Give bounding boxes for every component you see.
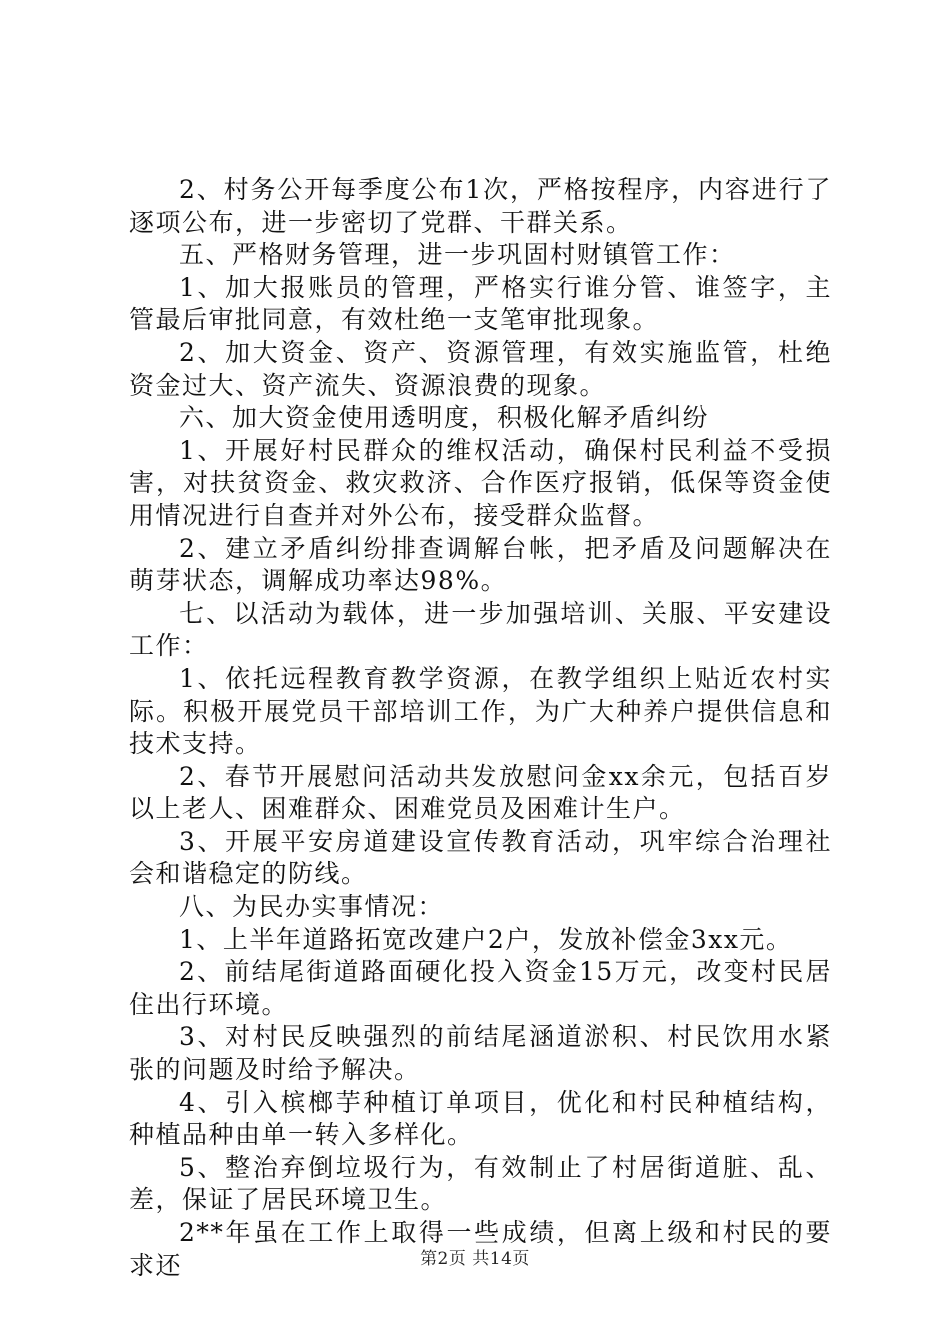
- paragraph: 1、上半年道路拓宽改建户2户，发放补偿金3xx元。: [179, 924, 793, 954]
- document-body: [129, 174, 832, 1282]
- page-number-footer: 第2页 共14页: [420, 1249, 530, 1269]
- section-heading: 六、加大资金使用透明度，积极化解矛盾纠纷: [179, 403, 710, 433]
- paragraph: 1、开展好村民群众的维权活动，确保村民利益不受损害，对扶贫资金、救灾救济、合作医疗报销，低保等资金使用情况进行自查并对外公布，接受群众监督。: [129, 435, 832, 530]
- paragraph: 2、加大资金、资产、资源管理，有效实施监管，杜绝资金过大、资产流失、资源浪费的现象。: [129, 337, 832, 400]
- section-heading: 五、严格财务管理，进一步巩固村财镇管工作：: [179, 240, 736, 270]
- paragraph: 2、前结尾街道路面硬化投入资金15万元，改变村民居住出行环境。: [129, 957, 832, 1019]
- paragraph: 2**年虽在工作上取得一些成绩，但离上级和村民的要求还: [129, 1218, 832, 1280]
- paragraph: 4、引入槟榔芋种植订单项目，优化和村民种植结构，种植品种由单一转入多样化。: [129, 1087, 832, 1150]
- paragraph: 2、建立矛盾纠纷排查调解台帐，把矛盾及问题解决在萌芽状态，调解成功率达98%。: [129, 533, 832, 596]
- paragraph: 3、开展平安房道建设宣传教育活动，巩牢综合治理社会和谐稳定的防线。: [129, 826, 832, 889]
- paragraph: 2、村务公开每季度公布1次，严格按程序，内容进行了逐项公布，进一步密切了党群、干群关系。: [129, 175, 832, 237]
- paragraph: 1、加大报账员的管理，严格实行谁分管、谁签字，主管最后审批同意，有效杜绝一支笔审批现象。: [129, 272, 832, 335]
- section-heading: 七、以活动为载体，进一步加强培训、关服、平安建设工作：: [129, 598, 832, 661]
- paragraph: 2、春节开展慰问活动共发放慰问金xx余元，包括百岁以上老人、困难群众、困难党员及困难计生户。: [129, 761, 832, 824]
- paragraph: 1、依托远程教育教学资源，在教学组织上贴近农村实际。积极开展党员干部培训工作，为广大种养户提供信息和技术支持。: [129, 663, 832, 759]
- section-heading: 八、为民办实事情况：: [179, 892, 445, 922]
- paragraph: 5、整治弃倒垃圾行为，有效制止了村居街道脏、乱、差，保证了居民环境卫生。: [129, 1152, 832, 1215]
- paragraph: 3、对村民反映强烈的前结尾涵道淤积、村民饮用水紧张的问题及时给予解决。: [129, 1022, 832, 1085]
